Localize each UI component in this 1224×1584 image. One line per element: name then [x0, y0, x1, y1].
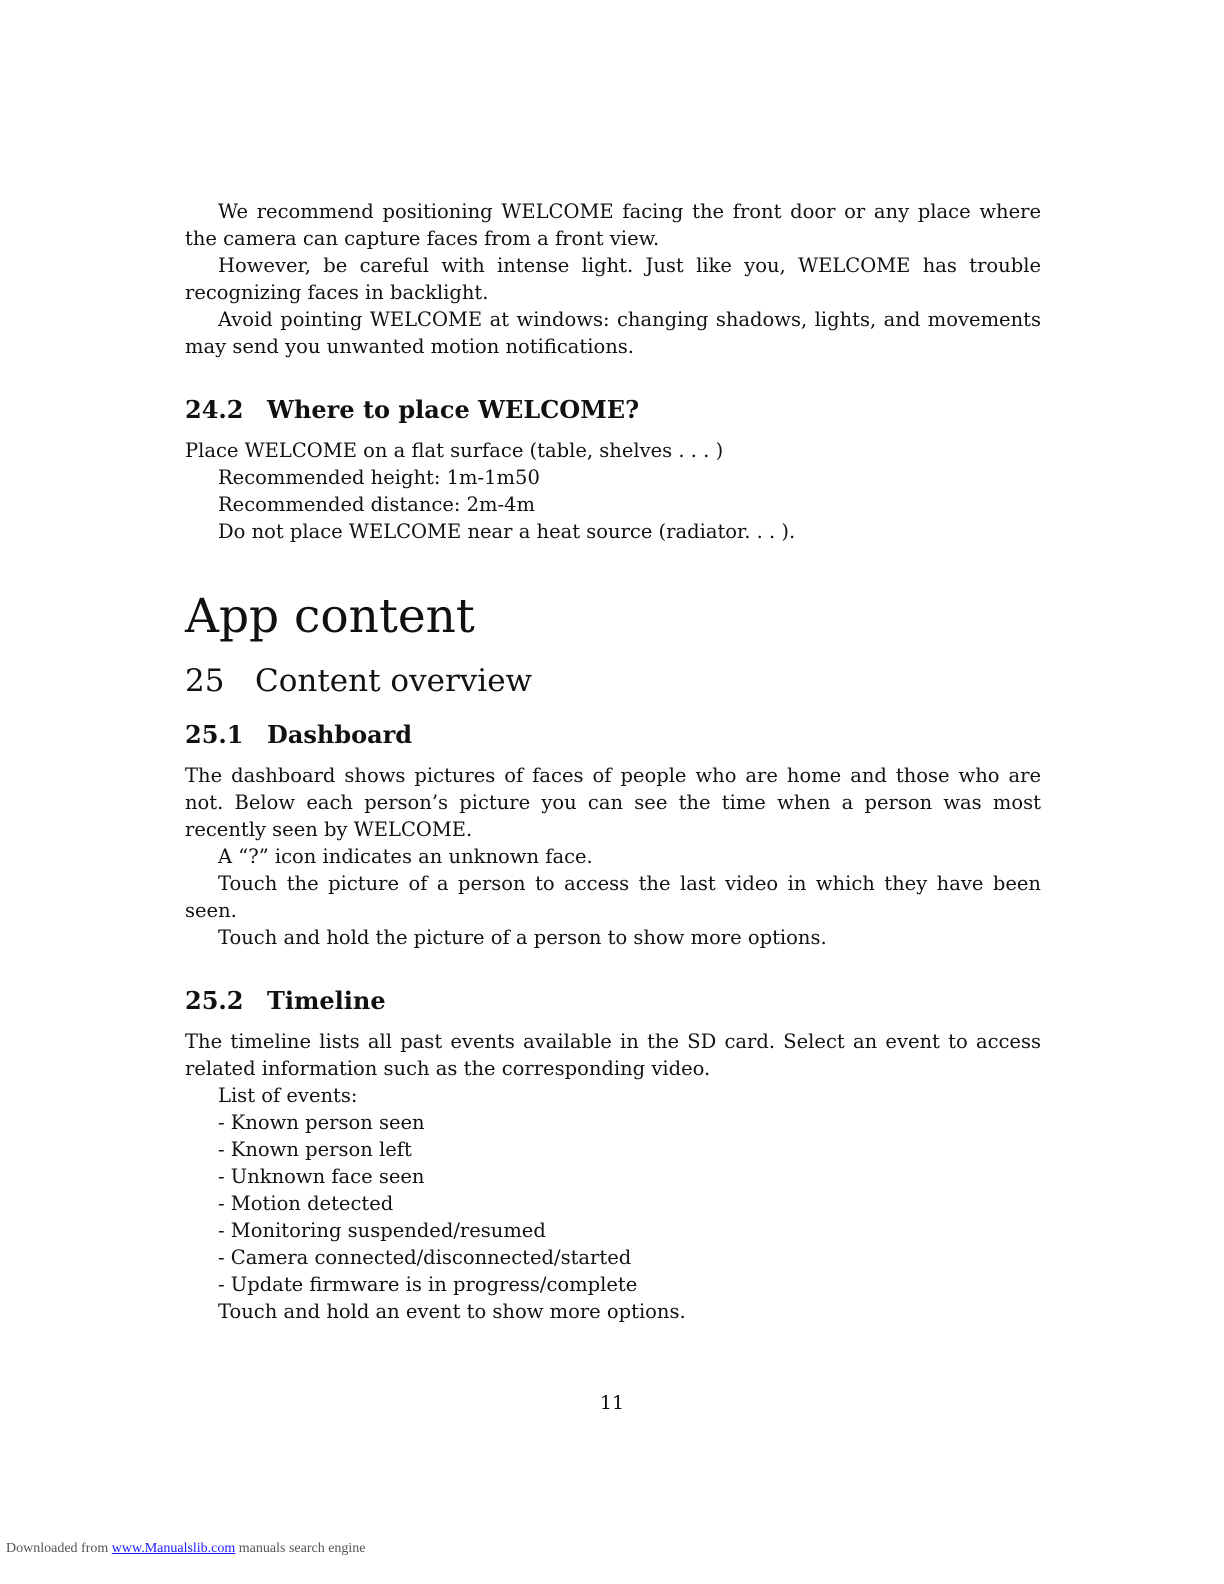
dashboard-paragraph: The dashboard shows pictures of faces of people who are home and those who are not. Below each person’s picture you can see the time when a person was most recently seen by WELCOME.	[185, 764, 1041, 841]
section-title: Timeline	[267, 986, 386, 1015]
download-footer	[6, 1541, 366, 1557]
timeline-event: - Motion detected	[218, 1192, 394, 1215]
section-number: 25	[185, 663, 225, 699]
timeline-event: - Known person seen	[218, 1111, 425, 1134]
manualslib-link[interactable]: www.Manualslib.com	[111, 1541, 236, 1556]
placement-line: Recommended distance: 2m-4m	[218, 493, 536, 516]
section-heading-25-2	[185, 985, 1041, 1017]
section-number: 25.1	[185, 720, 244, 749]
footer-suffix: manuals search engine	[238, 1541, 366, 1556]
section-title: Content overview	[255, 663, 533, 699]
part-title: App content	[185, 589, 475, 644]
page-number: 11	[599, 1392, 625, 1414]
section-heading-25	[185, 661, 1041, 701]
timeline-event: - Camera connected/disconnected/started	[218, 1246, 632, 1269]
footer-prefix: Downloaded from	[6, 1541, 109, 1556]
placement-line: Do not place WELCOME near a heat source (radiator. . . ).	[218, 520, 796, 543]
intro-paragraph-3: Avoid pointing WELCOME at windows: changing shadows, lights, and movements may send you unwanted motion notifications.	[185, 308, 1041, 358]
intro-paragraph-1: We recommend positioning WELCOME facing the front door or any place where the camera can capture faces from a front view.	[185, 200, 1041, 250]
timeline-event: - Monitoring suspended/resumed	[218, 1219, 546, 1242]
section-title: Where to place WELCOME?	[267, 395, 640, 424]
placement-lead: Place WELCOME on a flat surface (table, shelves . . . )	[185, 439, 724, 462]
intro-paragraph-2: However, be careful with intense light. Just like you, WELCOME has trouble recognizing faces in backlight.	[185, 254, 1041, 304]
section-number: 24.2	[185, 395, 244, 424]
dashboard-line: A “?” icon indicates an unknown face.	[218, 845, 593, 868]
placement-line: Recommended height: 1m-1m50	[218, 466, 540, 489]
dashboard-line: Touch and hold the picture of a person to show more options.	[218, 926, 827, 949]
timeline-paragraph: The timeline lists all past events available in the SD card. Select an event to access related information such as the corresponding video.	[185, 1030, 1041, 1080]
timeline-line: Touch and hold an event to show more options.	[218, 1300, 686, 1323]
timeline-event: - Unknown face seen	[218, 1165, 425, 1188]
dashboard-line: Touch the picture of a person to access the last video in which they have been seen.	[185, 872, 1041, 922]
section-heading-25-1	[185, 719, 1041, 751]
page-content	[185, 198, 1041, 1325]
section-title: Dashboard	[267, 720, 413, 749]
timeline-event: - Known person left	[218, 1138, 412, 1161]
timeline-line: List of events:	[218, 1084, 358, 1107]
section-heading-24-2	[185, 394, 1041, 426]
section-number: 25.2	[185, 986, 244, 1015]
timeline-event: - Update firmware is in progress/complete	[218, 1273, 638, 1296]
